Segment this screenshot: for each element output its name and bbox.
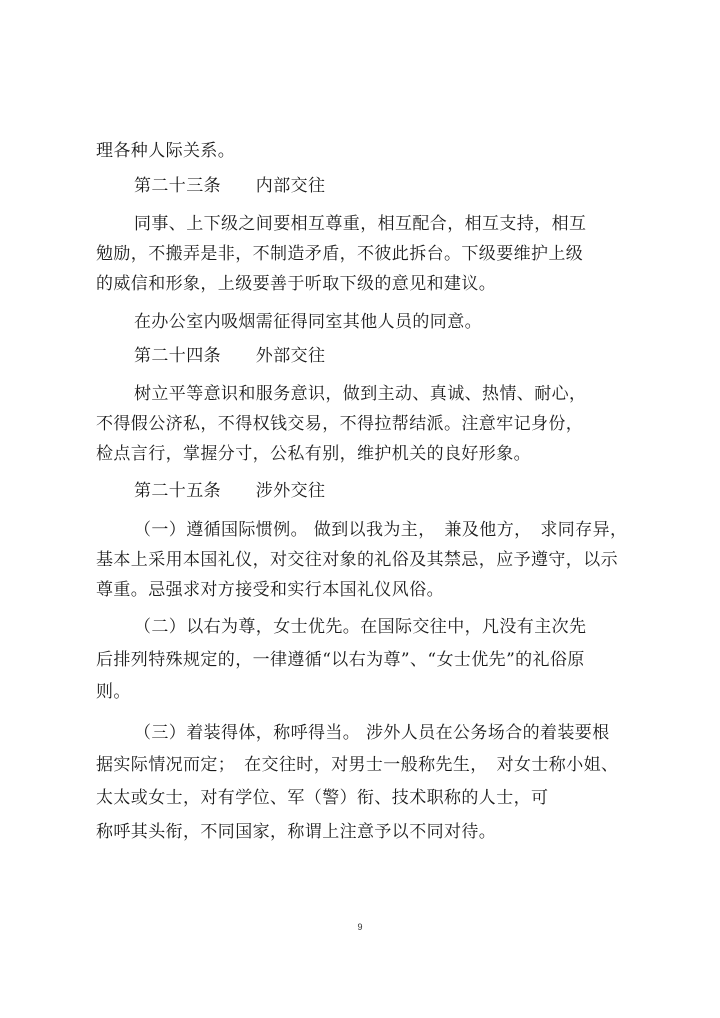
text-line: 则。	[96, 682, 131, 702]
text-line: 同事、上下级之间要相互尊重，相互配合，相互支持，相互	[134, 214, 587, 234]
article-23-heading: 第二十三条 内部交往	[134, 176, 326, 196]
text-line: 勉励，不搬弄是非，不制造矛盾，不彼此拆台。下级要维护上级	[96, 244, 584, 264]
text-line: （二）以右为尊，女士优先。在国际交往中，凡没有主次先	[134, 617, 587, 637]
page-number: 9	[357, 922, 363, 932]
text-line: 尊重。忌强求对方接受和实行本国礼仪风俗。	[96, 580, 444, 600]
text-line: 据实际情况而定； 在交往时，对男士一般称先生， 对女士称小姐、	[96, 755, 619, 775]
text-line: 太太或女士，对有学位、军（警）衔、技术职称的人士，可	[96, 788, 549, 808]
text-line: 后排列特殊规定的，一律遵循“以右为尊”、“女士优先”的礼俗原	[96, 650, 585, 670]
text-line: 基本上采用本国礼仪，对交往对象的礼俗及其禁忌，应予遵守，以示	[96, 550, 618, 570]
article-24-heading: 第二十四条 外部交往	[134, 346, 326, 366]
text-line: 称呼其头衔，不同国家，称谓上注意予以不同对待。	[96, 822, 497, 842]
article-25-heading: 第二十五条 涉外交往	[134, 481, 326, 501]
text-line: （三）着装得体，称呼得当。 涉外人员在公务场合的着装要根	[134, 723, 610, 743]
text-line: 树立平等意识和服务意识，做到主动、真诚、热情、耐心，	[134, 384, 587, 404]
text-line: 的威信和形象，上级要善于听取下级的意见和建议。	[96, 274, 497, 294]
text-line: 检点言行，掌握分寸，公私有别，维护机关的良好形象。	[96, 444, 531, 464]
text-line: 理各种人际关系。	[96, 141, 236, 161]
text-line: 在办公室内吸烟需征得同室其他人员的同意。	[134, 312, 482, 332]
text-line: 不得假公济私，不得权钱交易，不得拉帮结派。注意牢记身份，	[96, 414, 584, 434]
text-line: （一）遵循国际惯例。 做到以我为主， 兼及他方， 求同存异，	[134, 520, 628, 540]
